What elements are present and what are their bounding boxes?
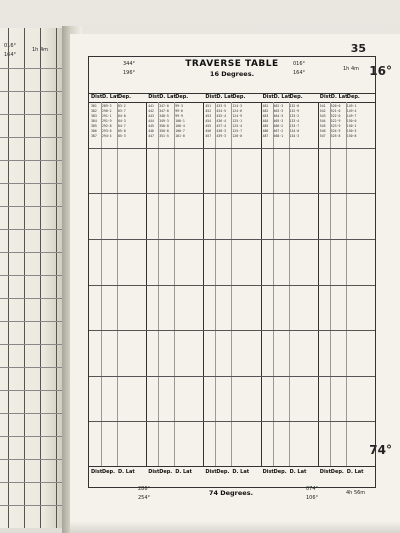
corner-top-right-b: 164°	[293, 70, 306, 76]
table-cell: 547	[319, 134, 326, 138]
table-cell: 525·8	[330, 134, 341, 138]
column-header: Dist	[91, 94, 103, 100]
table-cell: 383	[91, 114, 97, 118]
table-cell: 462·3	[273, 104, 284, 108]
column-footer: D. Lat	[346, 469, 364, 475]
table-body	[89, 102, 375, 467]
left-page-row-line	[0, 114, 64, 115]
table-cell: 289·3	[102, 104, 112, 108]
left-page-row-line	[0, 206, 64, 207]
left-page-row-line	[0, 321, 64, 322]
table-cell: 99·6	[175, 109, 183, 113]
table-cell: 457	[205, 134, 212, 138]
table-cell: 133·2	[289, 114, 300, 118]
table-cell: 546	[319, 129, 326, 133]
left-page-row-line	[0, 160, 64, 161]
column-footer: Dist	[148, 469, 160, 475]
column-footer: Dep.	[159, 469, 173, 475]
table-cell: 381	[91, 104, 97, 108]
column-header: Dep.	[175, 94, 189, 100]
row-band-divider	[89, 239, 375, 240]
corner-bottom-left-a: 286°	[138, 486, 151, 492]
table-cell: 465·3	[273, 119, 284, 123]
table-cell: 435·4	[216, 114, 226, 118]
column-footer: Dist	[205, 469, 217, 475]
table-cell: 134·0	[289, 129, 300, 133]
column-header: Dep.	[289, 94, 303, 100]
table-cell: 132·6	[289, 104, 300, 108]
column-footer: D. Lat	[289, 469, 307, 475]
table-cell: 124·9	[232, 114, 242, 118]
table-cell: 433·5	[216, 104, 226, 108]
page-bottom-shadow	[70, 521, 400, 533]
degree-label-bottom: 74°	[369, 443, 392, 457]
table-cell: 133·7	[289, 124, 300, 128]
table-cell: 149·1	[346, 104, 357, 108]
column-header: Dist	[205, 94, 217, 100]
table-cell: 522·0	[330, 114, 341, 118]
table-cell: 522·9	[330, 119, 341, 123]
table-cell: 434·5	[216, 109, 226, 113]
table-cell: 484	[262, 119, 269, 123]
left-page-row-line	[0, 390, 64, 391]
left-page-row-line	[0, 413, 64, 414]
table-cell: 385	[91, 124, 97, 128]
table-cell: 350·8	[159, 129, 169, 133]
row-band-divider	[89, 421, 375, 422]
table-cell: 486	[262, 129, 269, 133]
column-footer: Dep.	[273, 469, 287, 475]
table-cell: 134·3	[289, 134, 300, 138]
traverse-table	[88, 56, 376, 488]
table-cell: 487	[262, 134, 269, 138]
table-cell: 445	[148, 124, 154, 128]
table-cell: 350·0	[159, 124, 169, 128]
table-cell: 521·0	[330, 109, 341, 113]
column-header: Dist	[319, 94, 332, 100]
left-page-row-line	[0, 344, 64, 345]
table-cell: 347·8	[159, 109, 169, 113]
table-cell: 83·7	[118, 109, 126, 113]
table-cell: 347·0	[159, 104, 169, 108]
table-cell: 439·3	[216, 134, 226, 138]
table-cell: 149·4	[346, 109, 357, 113]
left-page-column-line	[56, 28, 57, 528]
corner-top-right-a: 016°	[293, 61, 306, 67]
column-footer: Dist	[319, 469, 332, 475]
table-cell: 520·0	[330, 104, 341, 108]
table-cell: 150·2	[346, 124, 357, 128]
table-cell: 455	[205, 124, 212, 128]
table-cell: 351·5	[159, 134, 169, 138]
table-cell: 387	[91, 134, 97, 138]
corner-time: 1h 4m	[343, 66, 359, 72]
table-cell: 384	[91, 119, 97, 123]
table-cell: 125·4	[232, 124, 242, 128]
left-page-time: 1h 4m	[32, 47, 48, 53]
table-cell: 523·9	[330, 124, 341, 128]
left-page-row-line	[0, 183, 64, 184]
table-cell: 456	[205, 129, 212, 133]
left-page-row-line	[0, 482, 64, 483]
table-cell: 292·8	[102, 124, 112, 128]
table-cell: 481	[262, 104, 269, 108]
column-header: D. Lat	[273, 94, 291, 100]
column-footer: Dep.	[102, 469, 116, 475]
corner-bottom-left-b: 254°	[138, 495, 151, 501]
table-cell: 150·5	[346, 129, 357, 133]
table-cell: 294·4	[102, 134, 112, 138]
row-band-divider	[89, 193, 375, 194]
left-page-row-line	[0, 298, 64, 299]
table-cell: 99·3	[175, 104, 183, 108]
column-header: D. Lat	[102, 94, 119, 100]
left-page	[0, 28, 65, 528]
table-cell: 124·3	[232, 104, 242, 108]
column-header: Dist	[262, 94, 274, 100]
corner-top-left-a: 344°	[123, 61, 136, 67]
left-page-row-line	[0, 436, 64, 437]
table-subtitle-bottom: 74 Degrees.	[208, 489, 254, 497]
table-cell: 436·4	[216, 119, 226, 123]
left-page-row-line	[0, 91, 64, 92]
table-cell: 437·4	[216, 124, 226, 128]
left-page-column-line	[40, 28, 41, 528]
table-cell: 132·9	[289, 109, 300, 113]
table-cell: 545	[319, 124, 326, 128]
table-cell: 150·0	[346, 119, 357, 123]
table-cell: 467·2	[273, 129, 284, 133]
table-cell: 291·9	[102, 119, 112, 123]
table-cell: 101·0	[175, 134, 185, 138]
column-footer: D. Lat	[175, 469, 192, 475]
table-cell: 452	[205, 109, 212, 113]
left-page-row-line	[0, 505, 64, 506]
corner-bottom-right-a: 074°	[306, 486, 319, 492]
table-cell: 453	[205, 114, 212, 118]
table-cell: 454	[205, 119, 212, 123]
column-header: Dep.	[232, 94, 246, 100]
row-band-divider	[89, 285, 375, 286]
table-cell: 291·1	[102, 114, 112, 118]
column-footer: Dep.	[216, 469, 230, 475]
degree-label-top: 16°	[369, 64, 392, 78]
table-cell: 386	[91, 129, 97, 133]
table-cell: 544	[319, 119, 326, 123]
table-cell: 541	[319, 104, 326, 108]
corner-bottom-right-b: 106°	[306, 495, 319, 501]
table-cell: 83·2	[118, 104, 126, 108]
left-page-row-line	[0, 367, 64, 368]
table-cell: 126·0	[232, 134, 242, 138]
table-cell: 543	[319, 114, 326, 118]
table-bottom-caption	[88, 486, 374, 504]
corner-top-left-b: 196°	[123, 70, 136, 76]
table-cell: 149·7	[346, 114, 357, 118]
column-header: D. Lat	[159, 94, 176, 100]
left-page-column-line	[8, 28, 9, 528]
table-cell: 99·9	[175, 114, 183, 118]
left-page-corner-b: 164°	[4, 52, 17, 58]
column-header: Dep.	[346, 94, 360, 100]
table-cell: 100·7	[175, 129, 185, 133]
left-page-row-line	[0, 252, 64, 253]
table-cell: 438·3	[216, 129, 226, 133]
table-cell: 443	[148, 114, 154, 118]
table-cell: 84·7	[118, 124, 126, 128]
row-band-divider	[89, 376, 375, 377]
table-cell: 485	[262, 124, 269, 128]
table-cell: 446	[148, 129, 154, 133]
table-cell: 125·1	[232, 119, 242, 123]
column-footer: D. Lat	[118, 469, 135, 475]
corner-time-bottom: 4h 56m	[346, 490, 366, 496]
table-cell: 468·1	[273, 134, 284, 138]
table-cell: 451	[205, 104, 212, 108]
right-page	[70, 34, 400, 533]
table-cell: 447	[148, 134, 154, 138]
column-footer: Dep.	[330, 469, 344, 475]
table-cell: 125·7	[232, 129, 242, 133]
column-footer: Dist	[262, 469, 274, 475]
table-cell: 100·1	[175, 119, 185, 123]
left-page-row-line	[0, 275, 64, 276]
left-page-corner-a: 016°	[4, 43, 17, 49]
table-cell: 483	[262, 114, 269, 118]
table-cell: 482	[262, 109, 269, 113]
table-cell: 444	[148, 119, 154, 123]
table-cell: 524·9	[330, 129, 341, 133]
column-footer: D. Lat	[232, 469, 250, 475]
left-page-column-line	[24, 28, 25, 528]
column-header: Dist	[148, 94, 160, 100]
table-cell: 124·6	[232, 109, 242, 113]
left-page-row-line	[0, 459, 64, 460]
table-subtitle: 16 Degrees.	[209, 70, 255, 78]
table-cell: 463·3	[273, 109, 284, 113]
table-cell: 85·3	[118, 134, 126, 138]
table-cell: 84·3	[118, 119, 126, 123]
table-cell: 150·8	[346, 134, 357, 138]
column-footer: Dist	[91, 469, 103, 475]
left-page-row-line	[0, 229, 64, 230]
table-cell: 441	[148, 104, 154, 108]
table-cell: 542	[319, 109, 326, 113]
table-cell: 85·0	[118, 129, 126, 133]
page-number: 35	[350, 42, 366, 55]
table-cell: 382	[91, 109, 97, 113]
row-band-divider	[89, 148, 375, 149]
table-cell: 348·5	[159, 114, 169, 118]
table-cell: 466·2	[273, 124, 284, 128]
table-cell: 84·0	[118, 114, 126, 118]
table-header	[89, 57, 375, 94]
table-cell: 133·4	[289, 119, 300, 123]
table-cell: 290·2	[102, 109, 112, 113]
table-cell: 442	[148, 109, 154, 113]
table-cell: 464·3	[273, 114, 284, 118]
table-cell: 293·6	[102, 129, 112, 133]
table-cell: 100·4	[175, 124, 185, 128]
table-cell: 349·3	[159, 119, 169, 123]
column-footer-row	[89, 466, 375, 487]
left-page-row-line	[0, 137, 64, 138]
column-header: D. Lat	[216, 94, 234, 100]
row-band-divider	[89, 330, 375, 331]
column-header: Dep.	[118, 94, 132, 100]
table-title: TRAVERSE TABLE	[185, 59, 279, 69]
left-page-row-line	[0, 68, 64, 69]
column-header: D. Lat	[330, 94, 348, 100]
